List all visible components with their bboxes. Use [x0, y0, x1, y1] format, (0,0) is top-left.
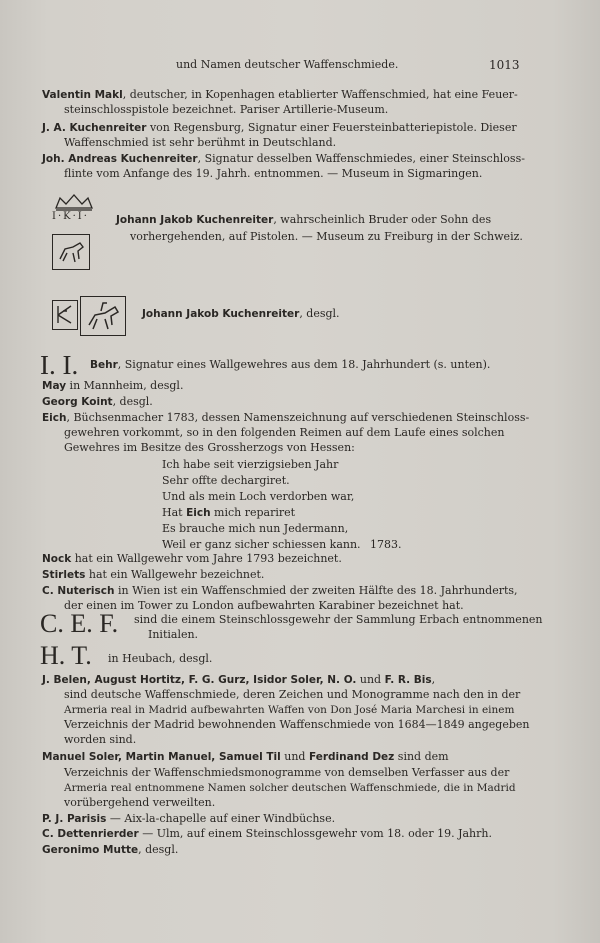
entry-ja-kuchenreiter: J. A. Kuchenreiter von Regensburg, Signatur einer Feuersteinbatteriepistole. Dieser [42, 121, 517, 134]
page-number: 1013 [489, 58, 520, 72]
entry-eich: Eich, Büchsenmacher 1783, dessen Namenszeichnung auf verschiedenen Steinschloss- [42, 411, 530, 424]
entry-continuation: sind deutsche Waffenschmiede, deren Zeichen und Monogramme nach den in der [64, 688, 521, 701]
entry-dettenrierder: C. Dettenrierder — Ulm, auf einem Steinschlossgewehr vom 18. oder 19. Jahrh. [42, 827, 492, 840]
large-initials: I. I. [40, 350, 79, 380]
running-header: und Namen deutscher Waffenschmiede. [176, 58, 399, 71]
smith-name: J. Belen, August Hortitz, F. G. Gurz, Isidor Soler, N. O. [42, 674, 357, 686]
poem-line: Es brauche mich nun Jedermann, [162, 522, 349, 535]
entry-continuation: flinte vom Anfange des 19. Jahrh. entnommen. — Museum in Sigmaringen. [64, 167, 483, 180]
entry-valentin-makl: Valentin Makl, deutscher, in Kopenhagen etablierter Waffenschmied, hat eine Feuer- [42, 88, 518, 101]
horse-stamp-icon [52, 234, 90, 270]
smith-name: Manuel Soler, Martin Manuel, Samuel Til [42, 751, 281, 763]
smith-name: J. A. Kuchenreiter [42, 122, 147, 134]
entry-stirlets: Stirlets hat ein Wallgewehr bezeichnet. [42, 568, 265, 581]
smith-name: P. J. Parisis [42, 813, 107, 825]
smith-name: Nock [42, 553, 72, 565]
entry-continuation: Initialen. [148, 628, 199, 641]
monogram-stamp-icon [52, 300, 78, 330]
entry-continuation: vorhergehenden, auf Pistolen. — Museum zu Freiburg in der Schweiz. [130, 230, 523, 243]
rider-stamp-icon [80, 296, 126, 336]
entry-parisis: P. J. Parisis — Aix-la-chapelle auf einer Windbüchse. [42, 812, 336, 825]
entry-joh-andreas: Joh. Andreas Kuchenreiter, Signatur desselben Waffenschmiedes, einer Steinschloss- [42, 152, 525, 165]
smith-name: Geronimo Mutte [42, 844, 139, 856]
entry-manuel-soler: Manuel Soler, Martin Manuel, Samuel Til und Ferdinand Dez sind dem [42, 750, 449, 763]
smith-name: C. Dettenrierder [42, 828, 139, 840]
smith-name: Behr [90, 359, 118, 371]
large-initials: H. T. [40, 641, 92, 670]
smith-name: Eich [42, 412, 67, 424]
entry-continuation: worden sind. [64, 733, 137, 746]
smith-name: Johann Jakob Kuchenreiter [116, 214, 274, 226]
entry-continuation: Armeria real entnommene Namen solcher deutschen Waffenschmiede, die in Madrid [64, 782, 516, 794]
smith-name: Johann Jakob Kuchenreiter [142, 308, 300, 320]
entry-jjk-1: Johann Jakob Kuchenreiter, wahrscheinlich Bruder oder Sohn des [116, 213, 492, 226]
entry-cef: sind die einem Steinschlossgewehr der Sammlung Erbach entnommenen [134, 613, 543, 626]
entry-ht: in Heubach, desgl. [108, 652, 213, 665]
entry-continuation: Waffenschmied ist sehr berühmt in Deutschland. [64, 136, 337, 149]
poem-line: Ich habe seit vierzigsieben Jahr [162, 458, 339, 471]
poem-line: Hat Eich mich repariret [162, 506, 296, 519]
poem-line: Weil er ganz sicher schiessen kann. [162, 538, 361, 551]
smith-name: F. R. Bis [384, 674, 432, 686]
entry-continuation: Verzeichnis der Waffenschmiedsmonogramme von demselben Verfasser aus der [64, 766, 510, 779]
entry-mutte: Geronimo Mutte, desgl. [42, 843, 179, 856]
entry-may: May in Mannheim, desgl. [42, 379, 184, 392]
smith-name: May [42, 380, 67, 392]
crown-mark-icon [52, 192, 96, 212]
entry-continuation: gewehren vorkommt, so in den folgenden Reimen auf dem Laufe eines solchen [64, 426, 505, 439]
entry-koint: Georg Koint, desgl. [42, 395, 153, 408]
entry-continuation: Verzeichnis der Madrid bewohnenden Waffenschmiede von 1684—1849 angegeben [64, 718, 530, 731]
smith-name: Georg Koint [42, 396, 113, 408]
entry-continuation: steinschlosspistole bezeichnet. Pariser Artillerie-Museum. [64, 103, 389, 116]
entry-continuation: Armeria real in Madrid aufbewahrten Waffen von Don José Maria Marchesi in einem [64, 704, 515, 716]
entry-continuation: vorübergehend verweilten. [64, 796, 216, 809]
smith-name: Ferdinand Dez [308, 751, 395, 763]
smith-name: Stirlets [42, 569, 86, 581]
poem-line: Und als mein Loch verdorben war, [162, 490, 355, 503]
smith-name: Valentin Makl [42, 89, 123, 101]
entry-jjk-2: Johann Jakob Kuchenreiter, desgl. [142, 307, 340, 320]
smith-name: C. Nuterisch [42, 585, 115, 597]
entry-continuation: der einen im Tower zu London aufbewahrten Karabiner bezeichnet hat. [64, 599, 464, 612]
entry-behr: Behr, Signatur eines Wallgewehres aus dem 18. Jahrhundert (s. unten). [90, 358, 491, 371]
entry-belen: J. Belen, August Hortitz, F. G. Gurz, Isidor Soler, N. O. und F. R. Bis, [42, 673, 436, 686]
large-initials: C. E. F. [40, 609, 119, 638]
mark-initials: I·K·I· [52, 211, 89, 222]
entry-continuation: Gewehres im Besitze des Grossherzogs von Hessen: [64, 441, 355, 454]
entry-nuterisch: C. Nuterisch in Wien ist ein Waffenschmied der zweiten Hälfte des 18. Jahrhunderts, [42, 584, 518, 597]
smith-name: Joh. Andreas Kuchenreiter [42, 153, 198, 165]
entry-nock: Nock hat ein Wallgewehr vom Jahre 1793 bezeichnet. [42, 552, 342, 565]
poem-line: Sehr offte dechargiret. [162, 474, 290, 487]
poem-year: 1783. [370, 538, 402, 551]
